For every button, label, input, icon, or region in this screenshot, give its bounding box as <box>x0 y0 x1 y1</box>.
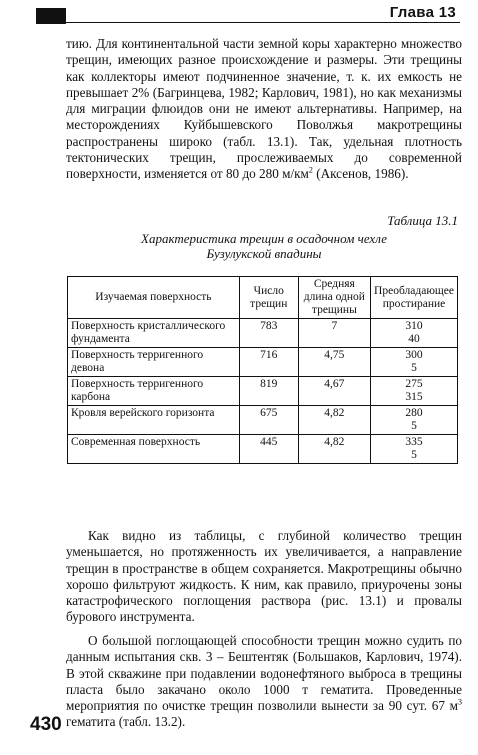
cell-length: 4,82 <box>298 435 370 464</box>
strike-value-1: 310 <box>405 320 423 332</box>
cell-surface: Современная поверхность <box>68 435 240 464</box>
cell-strike <box>371 377 458 406</box>
strike-value-2: 315 <box>405 391 423 403</box>
strike-value-1: 335 <box>405 436 423 448</box>
cell-length: 7 <box>298 319 370 348</box>
table-header-row <box>68 277 458 319</box>
strike-value-1: 300 <box>405 349 423 361</box>
paragraph-3-text: О большой поглощающей способности трещин можно судить по данным испытания скв. 3 – Бештентяк (Большаков, Карлович, 1974). В этой скважине при подавлении водонефтяного выброса в трещины пласта было закачано около 1000 т гематита. Проведенные мероприятия по очистке трещин позволили вынести за 90 сут. 67 м <box>66 633 462 714</box>
superscript-m3: 3 <box>458 697 462 707</box>
superscript-km2: 2 <box>308 165 313 175</box>
cell-surface: Кровля верейского горизонта <box>68 406 240 435</box>
paragraph-3-end: гематита (табл. 13.2). <box>66 714 186 730</box>
page-number: 430 <box>30 714 62 735</box>
header-length: Средняя длина одной трещины <box>298 277 370 319</box>
paragraph-2-text: Как видно из таблицы, с глубиной количество трещин уменьшается, но протяженность их увеличивается, а направление трещин в пространстве в общем сохраняется. Макротрещины обычно хорошо фильтруют жидкость. К ним, как правило, приурочены зоны катастрофического поглощения раствора (рис. 13.1) и провалы бурового инструмента. <box>66 528 462 625</box>
cell-surface: Поверхность кристаллического фундамента <box>68 319 240 348</box>
cell-count: 675 <box>239 406 298 435</box>
cell-strike <box>371 435 458 464</box>
table-title-line-2: Бузулукской впадины <box>206 246 322 261</box>
cell-strike <box>371 319 458 348</box>
strike-value-2: 5 <box>411 362 417 374</box>
cell-surface: Поверхность терригенного карбона <box>68 377 240 406</box>
strike-value-1: 275 <box>405 378 423 390</box>
cell-length: 4,75 <box>298 348 370 377</box>
cell-count: 445 <box>239 435 298 464</box>
cell-strike <box>371 348 458 377</box>
table-row <box>68 319 458 348</box>
table-row <box>68 435 458 464</box>
table-number: Таблица 13.1 <box>387 213 458 228</box>
header-rule <box>66 22 460 23</box>
table-row <box>68 377 458 406</box>
cell-length: 4,82 <box>298 406 370 435</box>
strike-value-2: 5 <box>411 449 417 461</box>
cell-strike <box>371 406 458 435</box>
header-black-bar <box>36 8 66 24</box>
cell-count: 819 <box>239 377 298 406</box>
paragraph-3 <box>66 633 462 731</box>
cell-count: 783 <box>239 319 298 348</box>
header-strike: Преобладающее простирание <box>371 277 458 319</box>
cell-length: 4,67 <box>298 377 370 406</box>
paragraph-2 <box>66 528 462 626</box>
strike-value-2: 5 <box>411 420 417 432</box>
fracture-table <box>67 276 458 464</box>
strike-value-2: 40 <box>408 333 420 345</box>
header-count: Число трещин <box>239 277 298 319</box>
table-row <box>68 348 458 377</box>
table-row <box>68 406 458 435</box>
strike-value-1: 280 <box>405 407 423 419</box>
cell-surface: Поверхность терригенного девона <box>68 348 240 377</box>
cell-count: 716 <box>239 348 298 377</box>
table-title-line-1: Характеристика трещин в осадочном чехле <box>141 231 387 246</box>
paragraph-1 <box>66 36 462 183</box>
paragraph-1-text: тию. Для континентальной части земной коры характерно множество трещин, имеющих разное происхождение и размеры. Эти трещины как коллекторы имеют подчиненное значение, т. к. их емкость не превышает 2% (Багринцева, 1982; Карлович, 1981), но как механизмы для миграции флюидов они не имеют альтернативы. Например, на месторождениях Куйбышевского Поволжья макротрещины распространены широко (табл. 13.1). Так, удельная плотность тектонических трещин, прослеживаемых до современной поверхности, изменяется от 80 до 280 м/км <box>66 36 462 182</box>
header-surface: Изучаемая поверхность <box>68 277 240 319</box>
table-title <box>66 231 462 261</box>
chapter-title: Глава 13 <box>389 4 456 21</box>
paragraph-1-end: (Аксенов, 1986). <box>312 166 409 182</box>
